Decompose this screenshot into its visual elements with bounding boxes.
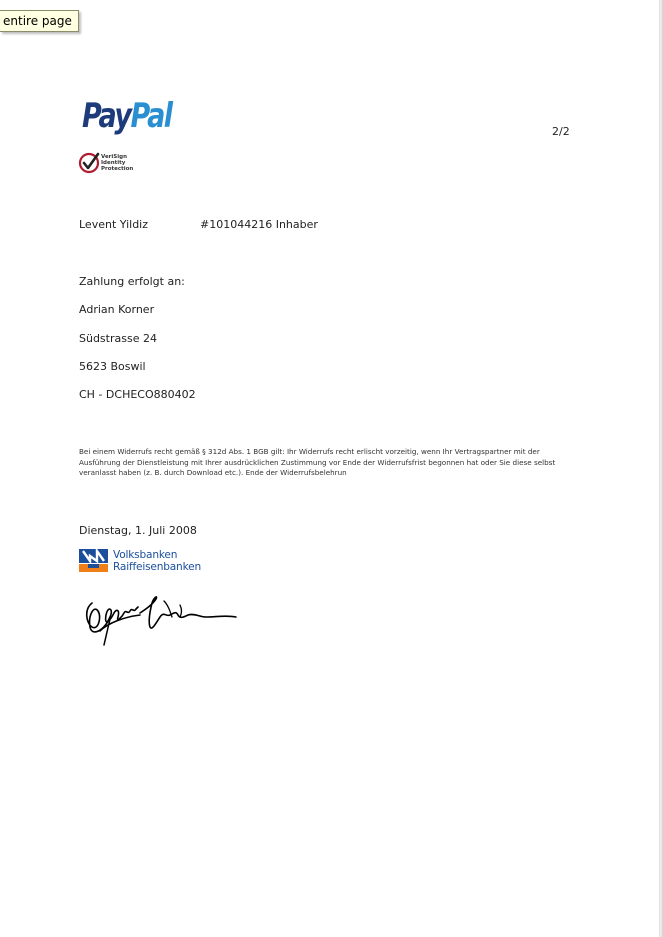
paypal-logo [80,82,172,138]
badge-line: Identity [101,160,126,166]
withdrawal-notice: Bei einem Widerrufs recht gemäß § 312d Abs. 1 BGB gilt: Ihr Widerrufs recht erlischt vorzeitig, wenn Ihr Vertragspartner mit der Ausführung der Dienstleistung mit Ihrer ausdrücklichen Zustimmung vor Ende der Widerrufsfrist begonnen hat oder Sie diese selbst veranlasst haben (z. B. durch Download etc.). Ende der Widerrufsbelehrun [79,447,556,477]
payee-reference: CH - DCHECO880402 [79,388,196,401]
checkmark-seal-icon [79,151,101,175]
bank-name-line1: Volksbanken [113,549,178,561]
verisign-badge [79,151,141,177]
badge-line: Protection [101,166,134,172]
account-number: #101044216 Inhaber [200,218,318,231]
view-tooltip: entire page [0,10,79,32]
payee-city: 5623 Boswil [79,360,146,373]
volksbank-logo [79,548,214,574]
vr-bank-icon [79,549,108,572]
payee-name: Adrian Korner [79,303,155,316]
verisign-badge-text [101,154,133,172]
account-holder-name: Levent Yildiz [79,218,149,231]
window-edge [659,0,663,937]
payee-heading: Zahlung erfolgt an: [79,275,185,288]
handwritten-signature [80,587,240,649]
bank-name-line2: Raiffeisenbanken [113,561,201,573]
paypal-wordmark: PayPal [82,97,172,136]
payee-street: Südstrasse 24 [79,332,157,345]
page-number: 2/2 [552,125,570,138]
document-date: Dienstag, 1. Juli 2008 [79,524,197,537]
badge-line: VeriSign [101,154,127,160]
